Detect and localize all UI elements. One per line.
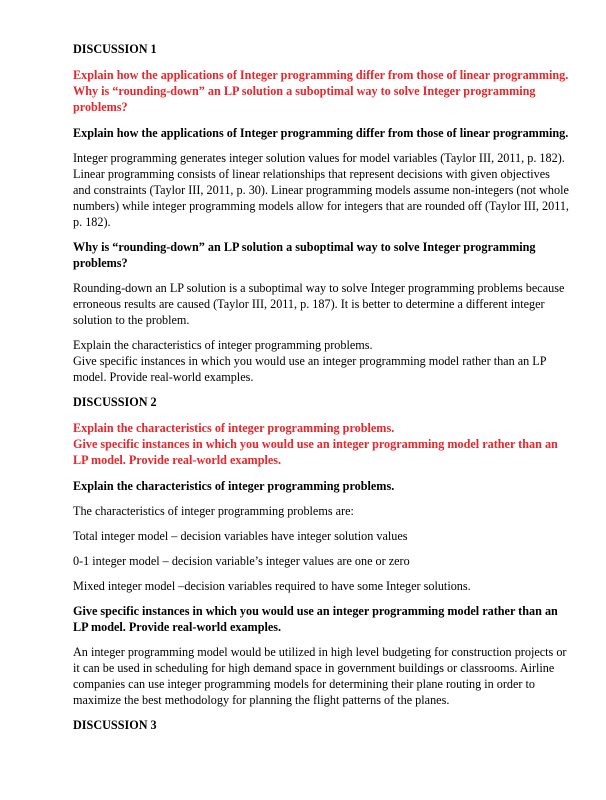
prompt-line: Give specific instances in which you would use an integer programming model rather than an LP model. Provide real-world examples. <box>73 354 547 384</box>
discussion-2-heading: DISCUSSION 2 <box>73 395 157 409</box>
list-item: Total integer model – decision variables have integer solution values <box>73 529 408 543</box>
discussion-1-heading: DISCUSSION 1 <box>73 42 157 56</box>
discussion-1-question-1: Explain how the applications of Integer programming differ from those of linear programming. <box>73 126 569 140</box>
list-item: Mixed integer model –decision variables required to have some Integer solutions. <box>73 579 471 593</box>
discussion-1-question-2: Why is “rounding-down” an LP solution a suboptimal way to solve Integer programming problems? <box>73 240 536 270</box>
discussion-1-answer-2: Rounding-down an LP solution is a suboptimal way to solve Integer programming problems because erroneous results are caused (Taylor III, 2011, p. 187). It is better to determine a different integer solution to the problem. <box>73 281 565 327</box>
prompt-line: Explain how the applications of Integer programming differ from those of linear programming. <box>73 68 569 82</box>
discussion-3-heading: DISCUSSION 3 <box>73 718 157 732</box>
prompt-line: Explain the characteristics of integer programming problems. <box>73 338 373 352</box>
discussion-2-question-2: Give specific instances in which you would use an integer programming model rather than an LP model. Provide real-world examples. <box>73 604 558 634</box>
next-discussion-prompt <box>73 337 569 385</box>
discussion-2-prompt <box>73 420 569 468</box>
discussion-2-intro: The characteristics of integer programming problems are: <box>73 504 354 518</box>
prompt-line: Explain the characteristics of integer programming problems. <box>73 421 395 435</box>
list-item: 0-1 integer model – decision variable’s integer values are one or zero <box>73 554 410 568</box>
discussion-2-question-1: Explain the characteristics of integer programming problems. <box>73 479 395 493</box>
discussion-2-answer-2: An integer programming model would be utilized in high level budgeting for construction projects or it can be used in scheduling for high demand space in government buildings or classrooms. Airline companies can use integer programming models for determining their plane routing in order to maximize the best methodology for planning the flight patterns of the planes. <box>73 645 567 707</box>
document-page <box>73 41 569 743</box>
prompt-line: Give specific instances in which you would use an integer programming model rather than an LP model. Provide real-world examples. <box>73 437 558 467</box>
discussion-1-answer-1: Integer programming generates integer solution values for model variables (Taylor III, 2011, p. 182). Linear programming consists of linear relationships that represent decisions with given objectives and constraints (Taylor III, 2011, p. 30). Linear programming models assume non-integers (not whole numbers) while integer programming models allow for integers that are rounded off (Taylor III, 2011, p. 182). <box>73 151 569 229</box>
discussion-1-prompt <box>73 67 569 115</box>
prompt-line: Why is “rounding-down” an LP solution a suboptimal way to solve Integer programming problems? <box>73 84 536 114</box>
